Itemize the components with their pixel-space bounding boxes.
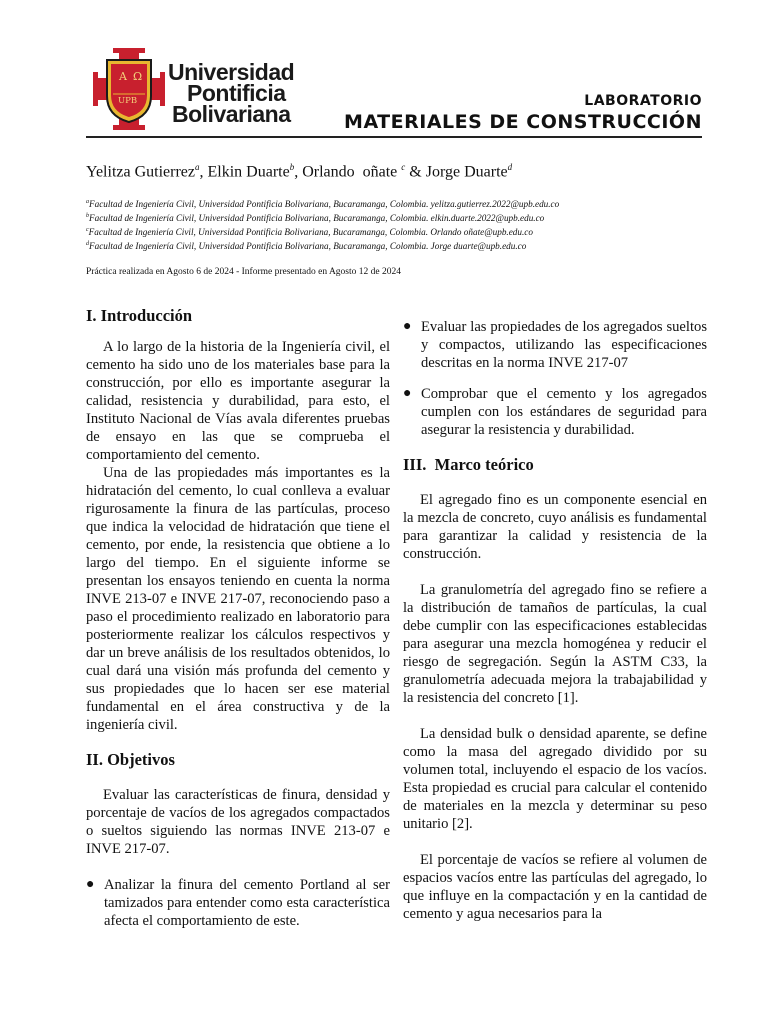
affiliation-sup: d bbox=[86, 241, 89, 248]
affiliations bbox=[86, 196, 559, 252]
university-name bbox=[168, 59, 295, 127]
marco-paragraph-2: La granulometría del agregado fino se refiere a la distribución de tamaños de partículas, la cual debe cumplir con las especificaciones establecidas para asegurar una mezcla homogénea y reducir el riesgo de segregación. Según la ASTM C33, la granulometría adecuada mejora la trabajabilidad y la resistencia del concreto [1]. bbox=[403, 582, 707, 706]
author-sep: , bbox=[199, 163, 208, 181]
author-name: Elkin Duarte bbox=[207, 163, 290, 181]
affiliation-text: Facultad de Ingeniería Civil, Universidad Pontificia Bolivariana, Bucaramanga, Colombia. Orlando oñate@upb.edu.co bbox=[88, 227, 533, 238]
affiliation-sup: b bbox=[86, 213, 89, 220]
upb-shield-icon bbox=[93, 48, 165, 130]
affiliation-sup: c bbox=[86, 227, 89, 234]
author-sup: a bbox=[195, 162, 200, 172]
objetivos-paragraph: Evaluar las características de finura, densidad y porcentaje de vacíos de los agregados compactados o sueltos siguiendo las normas INVE 213-07 e INVE 217-07. bbox=[86, 787, 390, 857]
objective-text: Analizar la finura del cemento Portland al ser tamizados para entender como esta característica afecta el comportamiento de este. bbox=[104, 877, 390, 929]
affiliation-text: Facultad de Ingeniería Civil, Universidad Pontificia Bolivariana, Bucaramanga, Colombia. Jorge duarte@upb.edu.co bbox=[89, 241, 527, 252]
author-name: Jorge Duarte bbox=[425, 163, 508, 181]
authors-line bbox=[86, 162, 512, 181]
logo-word-bolivariana: Bolivariana bbox=[172, 101, 291, 127]
author-sup: d bbox=[507, 162, 513, 172]
author-sep: , bbox=[294, 163, 303, 181]
affiliation-line bbox=[86, 210, 559, 224]
intro-paragraph-1: A lo largo de la historia de la Ingeniería civil, el cemento ha sido uno de los materiales base para la construcción, por ello es importante asegurar la calidad, resistencia y durabilidad, para esto, el Instituto Nacional de Vías avala diferentes pruebas de ensayo en las que se comprueba el comportamiento del cemento. bbox=[86, 339, 390, 463]
university-logo bbox=[93, 48, 165, 130]
author-sep: & bbox=[405, 163, 426, 181]
bullet-dot-icon: ● bbox=[403, 319, 412, 334]
logo-word-universidad: Universidad bbox=[168, 59, 295, 85]
marco-paragraph-4: El porcentaje de vacíos se refiere al volumen de espacios vacíos entre las partículas del agregado, lo que influye en la compactación y en la cantidad de cemento y agua necesarios para la bbox=[403, 852, 707, 922]
shield-letters-upb: UPB bbox=[118, 96, 138, 106]
affiliation-text: Facultad de Ingeniería Civil, Universidad Pontificia Bolivariana, Bucaramanga, Colombia. elkin.duarte.2022@upb.edu.co bbox=[89, 213, 545, 224]
author-name: Yelitza Gutierrez bbox=[86, 163, 195, 181]
objective-text: Evaluar las propiedades de los agregados sueltos y compactos, utilizando las especificaciones descritas en la norma INVE 217-07 bbox=[421, 319, 707, 371]
section-heading-objetivos: II. Objetivos bbox=[86, 750, 175, 769]
objective-bullet bbox=[403, 385, 707, 439]
author-sup: c bbox=[401, 162, 406, 172]
left-column bbox=[86, 307, 390, 930]
marco-paragraph-3: La densidad bulk o densidad aparente, se define como la masa del agregado dividido por su volumen total, incluyendo el espacio de los vacíos. Esta propiedad es crucial para calcular el contenido de materiales en la mezcla y determinar su peso unitario [2]. bbox=[403, 726, 707, 832]
course-title: MATERIALES DE CONSTRUCCIÓN bbox=[344, 111, 702, 133]
bullet-dot-icon: ● bbox=[403, 386, 412, 401]
affiliation-line bbox=[86, 238, 559, 252]
objective-bullet bbox=[86, 876, 390, 930]
objective-bullet bbox=[403, 318, 707, 372]
intro-paragraph-2: Una de las propiedades más importantes es la hidratación del cemento, lo cual conlleva a evaluar rigurosamente la finura de las partículas, proceso que indica la velocidad de hidratación que tiene el cemento, por ende, la resistencia que obtiene a lo largo del tiempo. En el siguiente informe se presentan los ensayos teniendo en cuenta la norma INVE 213-07 e INVE 217-07, reconociendo paso a paso el procedimiento realizado en laboratorio para posteriormente realizar los cálculos respectivos y dar un breve análisis de los resultados obtenidos, lo cual dará una visión más profunda del cemento y sus propiedades que lo hacen ser ese material fundamental en el área constructiva y de la ingeniería civil. bbox=[86, 465, 390, 733]
practice-dates: Práctica realizada en Agosto 6 de 2024 - Informe presentado en Agosto 12 de 2024 bbox=[86, 267, 401, 277]
lab-label: LABORATORIO bbox=[584, 93, 702, 109]
author-name: Orlando oñate bbox=[302, 163, 402, 181]
shield-letter-alpha: A bbox=[119, 70, 127, 83]
affiliation-sup: a bbox=[86, 199, 89, 205]
section-heading-introduccion: I. Introducción bbox=[86, 306, 193, 325]
right-column bbox=[403, 318, 707, 923]
author-sup: b bbox=[289, 162, 295, 172]
shield-letter-omega: Ω bbox=[133, 70, 143, 83]
header-divider bbox=[86, 136, 702, 138]
bullet-dot-icon: ● bbox=[86, 877, 95, 892]
affiliation-line bbox=[86, 224, 559, 238]
logo-word-pontificia: Pontificia bbox=[187, 80, 286, 106]
marco-paragraph-1: El agregado fino es un componente esencial en la mezcla de concreto, cuyo análisis es fundamental para garantizar la calidad y resistencia de la construcción. bbox=[403, 492, 707, 562]
section-heading-marco-teorico: III. Marco teórico bbox=[403, 455, 534, 474]
affiliation-text: Facultad de Ingeniería Civil, Universidad Pontificia Bolivariana, Bucaramanga, Colombia. yelitza.gutierrez.2022@upb.edu.co bbox=[89, 199, 560, 210]
affiliation-line bbox=[86, 196, 559, 210]
objective-text: Comprobar que el cemento y los agregados cumplen con los estándares de seguridad para asegurar la resistencia y durabilidad. bbox=[421, 386, 707, 438]
